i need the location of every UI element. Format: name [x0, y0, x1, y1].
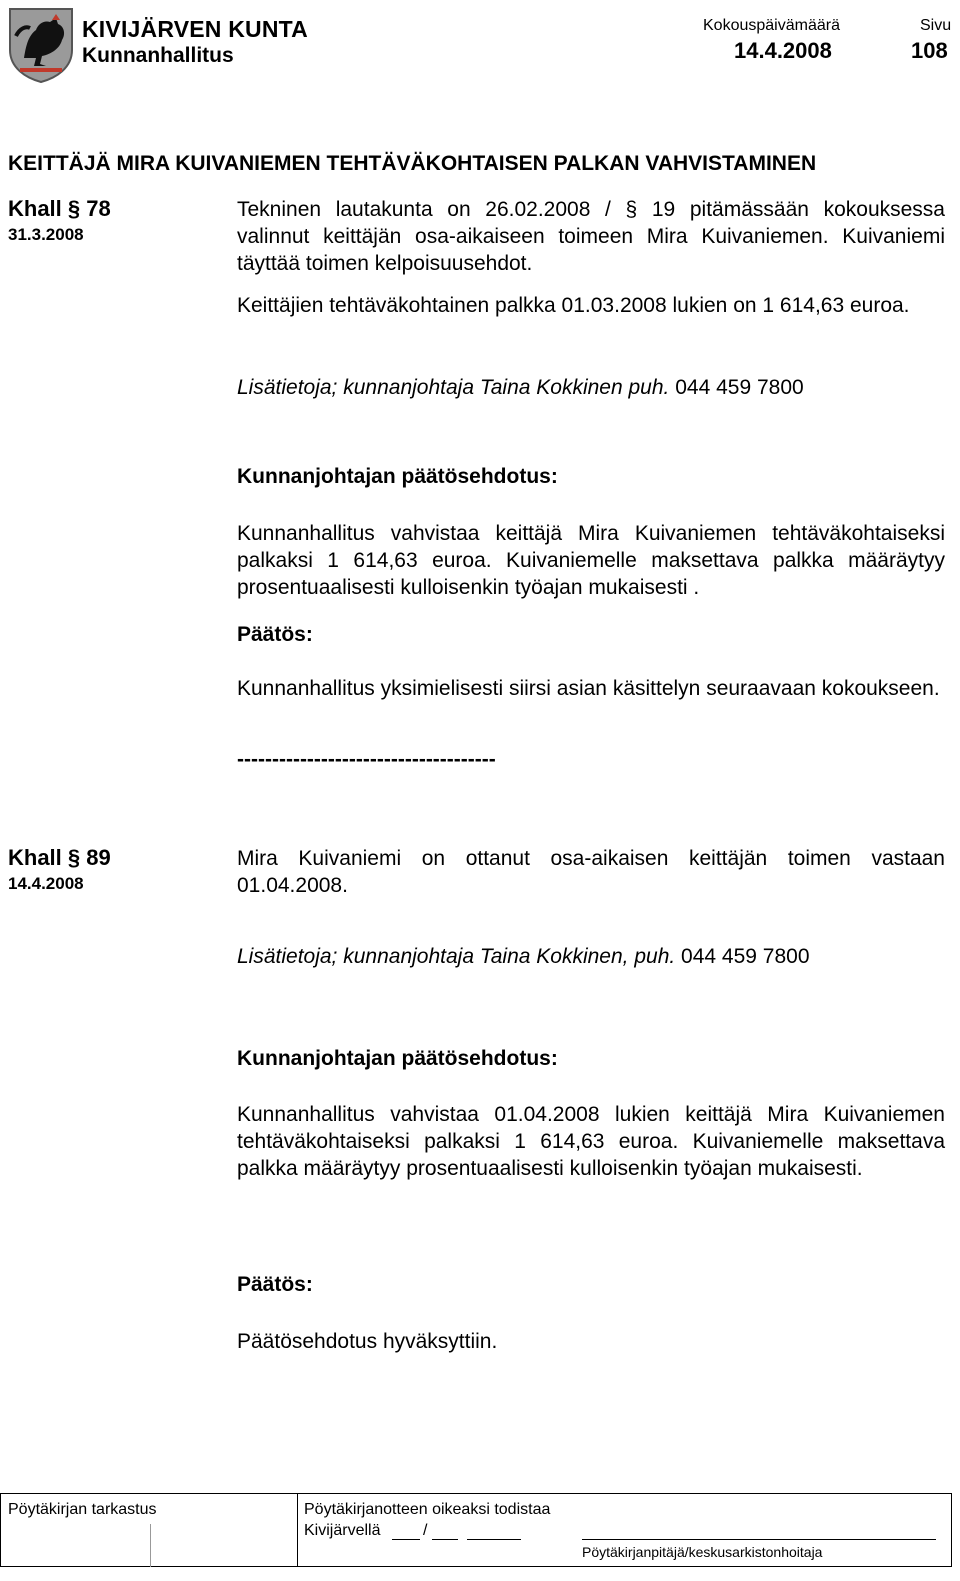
section-1-info — [237, 374, 945, 401]
section-2-info — [237, 943, 945, 970]
section-2-info-phone: 044 459 7800 — [675, 945, 810, 968]
section-2-proposal-heading: Kunnanjohtajan päätösehdotus: — [237, 1047, 558, 1070]
footer-border-left — [0, 1494, 1, 1567]
section-1-proposal-heading: Kunnanjohtajan päätösehdotus: — [237, 465, 558, 488]
meeting-date-value: 14.4.2008 — [734, 38, 832, 63]
section-separator: ------------------------------------- — [237, 748, 496, 771]
section-1-paragraph-2: Keittäjien tehtäväkohtainen palkka 01.03.2008 lukien on 1 614,63 euroa. — [237, 294, 910, 317]
department-name: Kunnanhallitus — [82, 44, 234, 67]
section-2-proposal: Kunnanhallitus vahvistaa 01.04.2008 lukien keittäjä Mira Kuivaniemen tehtäväkohtaiseksi palkaksi 1 614,63 euroa. Kuivaniemelle maksettava palkka määräytyy prosentuaalisesti kulloisenkin työajan mukaisesti. — [237, 1103, 945, 1180]
signature-line — [582, 1539, 936, 1540]
section-2-khall-ref: Khall § 89 — [8, 845, 111, 870]
section-2-date: 14.4.2008 — [8, 874, 84, 893]
footer-divider — [297, 1494, 298, 1567]
day-blank-line — [392, 1539, 420, 1540]
document-title: KEITTÄJÄ MIRA KUIVANIEMEN TEHTÄVÄKOHTAISEN PALKAN VAHVISTAMINEN — [8, 152, 817, 175]
section-2-paragraph-1: Mira Kuivaniemi on ottanut osa-aikaisen keittäjän toimen vastaan 01.04.2008. — [237, 847, 945, 897]
section-1-info-phone: 044 459 7800 — [669, 376, 804, 399]
footer-signature-divider — [150, 1524, 151, 1567]
section-2-decision: Päätösehdotus hyväksyttiin. — [237, 1330, 498, 1353]
municipality-coat-of-arms-logo — [6, 6, 76, 84]
footer-check-label: Pöytäkirjan tarkastus — [8, 1501, 157, 1518]
year-blank-line — [467, 1539, 521, 1540]
section-1-paragraph-1: Tekninen lautakunta on 26.02.2008 / § 19 pitämässään kokouksessa valinnut keittäjän osa-aikaiseen toimeen Mira Kuivaniemen. Kuivaniemi täyttää toimen kelpoisuusehdot. — [237, 198, 945, 275]
page-label: Sivu — [920, 17, 952, 34]
section-2-info-contact: Lisätietoja; kunnanjohtaja Taina Kokkinen, puh. — [237, 945, 676, 968]
section-1-decision-heading: Päätös: — [237, 623, 313, 646]
page-number: 108 — [911, 38, 948, 63]
footer-signer-role: Pöytäkirjanpitäjä/keskusarkistonhoitaja — [582, 1544, 823, 1560]
month-blank-line — [432, 1539, 458, 1540]
footer-date-slash: / — [423, 1522, 428, 1539]
signature-footer — [0, 1493, 952, 1567]
footer-place: Kivijärvellä — [304, 1522, 381, 1539]
section-2-decision-heading: Päätös: — [237, 1273, 313, 1296]
meeting-date-label: Kokouspäivämäärä — [703, 17, 840, 34]
section-1-proposal: Kunnanhallitus vahvistaa keittäjä Mira Kuivaniemen tehtäväkohtaiseksi palkaksi 1 614,63 euroa. Kuivaniemelle maksettava palkka määräytyy prosentuaalisesti kulloisenkin työajan mukaisesti . — [237, 522, 945, 599]
footer-border-right — [951, 1494, 952, 1567]
section-1-khall-ref: Khall § 78 — [8, 196, 111, 221]
section-1-info-contact: Lisätietoja; kunnanjohtaja Taina Kokkinen puh. — [237, 376, 670, 399]
section-1-decision: Kunnanhallitus yksimielisesti siirsi asian käsittelyn seuraavaan kokoukseen. — [237, 677, 940, 700]
organization-name: KIVIJÄRVEN KUNTA — [82, 16, 308, 42]
footer-border-bottom — [0, 1566, 952, 1567]
footer-certify-label: Pöytäkirjanotteen oikeaksi todistaa — [304, 1501, 551, 1518]
section-1-date: 31.3.2008 — [8, 225, 84, 244]
